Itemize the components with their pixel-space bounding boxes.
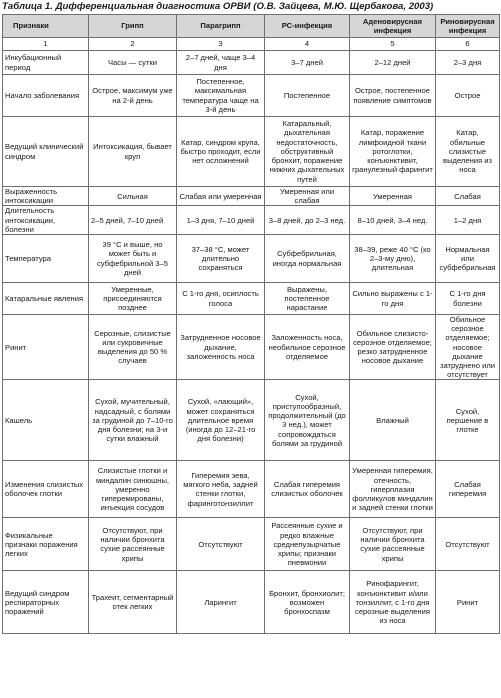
table-cell: Отсутствуют, при наличии бронхита сухие рассеянные хрипы xyxy=(89,518,177,571)
table-cell: Субфебрильная, иногда нормальная xyxy=(265,235,350,283)
table-cell: Острое xyxy=(436,75,500,117)
table-cell: Сухой, приступообразный, продолжительный (до 3 нед.), может сопровождаться болями за грудиной xyxy=(265,380,350,461)
table-cell: Ринит xyxy=(436,571,500,634)
row-label: Начало заболевания xyxy=(3,75,89,117)
table-cell: 3–8 дней, до 2–3 нед. xyxy=(265,206,350,235)
table-row xyxy=(3,75,500,117)
table-cell: Острое, максимум уже на 2-й день xyxy=(89,75,177,117)
table-cell: Сухой, мучительный, надсадный, с болями за грудиной до 7–10-го дня болезни; на 3-и сутки влажный xyxy=(89,380,177,461)
table-cell: Слабая xyxy=(436,187,500,206)
header-cell: Парагрипп xyxy=(177,15,265,38)
table-cell: Выражены, постепенное нарастание xyxy=(265,283,350,315)
table-cell: Сильная xyxy=(89,187,177,206)
table-cell: Умеренные, присоединяются позднее xyxy=(89,283,177,315)
table-row xyxy=(3,518,500,571)
table-cell: Серозные, слизистые или сукровичные выделения до 50 % случаев xyxy=(89,315,177,380)
table-cell: Отсутствуют, при наличии бронхита сухие рассеянные хрипы xyxy=(350,518,436,571)
table-cell: Обильное серозное отделяемое; носовое дыхание затруднено или отсутствует xyxy=(436,315,500,380)
row-label: Ринит xyxy=(3,315,89,380)
table-cell: Катар, поражение лимфоидной ткани ротоглотки, конъюнктивит, гранулезный фарингит xyxy=(350,117,436,187)
table-cell: Интоксикация, бывает круп xyxy=(89,117,177,187)
row-label: Физикальные признаки поражения легких xyxy=(3,518,89,571)
column-number: 6 xyxy=(436,38,500,51)
table-row xyxy=(3,206,500,235)
table-cell: 39 °С и выше, но может быть и субфебрильной 3–5 дней xyxy=(89,235,177,283)
table-cell: Отсутствуют xyxy=(436,518,500,571)
table-cell: 2–3 дня xyxy=(436,51,500,75)
row-label: Температура xyxy=(3,235,89,283)
row-label: Ведущий клинический синдром xyxy=(3,117,89,187)
column-number: 5 xyxy=(350,38,436,51)
table-row xyxy=(3,461,500,518)
table-cell: 3–7 дней xyxy=(265,51,350,75)
table-cell: Часы — сутки xyxy=(89,51,177,75)
table-cell: Ринофарингит, конъюнктивит и/или тонзиллит, с 1-го дня серозные выделения из носа xyxy=(350,571,436,634)
table-cell: Умеренная гиперемия, отечность, гиперплазия фолликулов миндалин и задней стенки глотки xyxy=(350,461,436,518)
table-row xyxy=(3,283,500,315)
row-label: Длительность интоксикации, болезни xyxy=(3,206,89,235)
table-cell: Затрудненное носовое дыхание, заложенность носа xyxy=(177,315,265,380)
table-cell: Отсутствуют xyxy=(177,518,265,571)
table-cell: Постепенное xyxy=(265,75,350,117)
table-cell: 8–10 дней, 3–4 нед. xyxy=(350,206,436,235)
table-cell: Умеренная или слабая xyxy=(265,187,350,206)
row-label: Изменения слизистых оболочек глотки xyxy=(3,461,89,518)
table-cell: 2–12 дней xyxy=(350,51,436,75)
table-cell: 1–3 дня, 7–10 дней xyxy=(177,206,265,235)
table-cell: Катар, обильные слизистые выделения из носа xyxy=(436,117,500,187)
table-cell: С 1-го дня, осиплость голоса xyxy=(177,283,265,315)
table-cell: Рассеянные сухие и редко влажные среднепузырчатые хрипы; признаки пневмонии xyxy=(265,518,350,571)
column-number: 1 xyxy=(3,38,89,51)
table-cell: 2–7 дней, чаще 3–4 дня xyxy=(177,51,265,75)
column-number-row xyxy=(3,38,500,51)
table-cell: Трахеит, сегментарный отек легких xyxy=(89,571,177,634)
table-cell: 1–2 дня xyxy=(436,206,500,235)
table-cell: 38–39, реже 40 °С (ко 2–3-му дню), длительная xyxy=(350,235,436,283)
table-cell: Заложенность носа, необильное серозное отделяемое xyxy=(265,315,350,380)
table-cell: Сильно выражены с 1-го дня xyxy=(350,283,436,315)
table-cell: Ларингит xyxy=(177,571,265,634)
table-cell: Слабая гиперемия слизистых оболочек xyxy=(265,461,350,518)
table-row xyxy=(3,380,500,461)
differential-diagnosis-table xyxy=(2,14,500,634)
table-cell: Гиперемия зева, мягкого неба, задней стенки глотки, фаринготонзиллит xyxy=(177,461,265,518)
column-number: 4 xyxy=(265,38,350,51)
row-label: Ведущий синдром респираторных поражений xyxy=(3,571,89,634)
header-row xyxy=(3,15,500,38)
table-cell: Сухой, «лающий», может сохраняться длительное время (иногда до 12–21-го дня болезни) xyxy=(177,380,265,461)
table-cell: Катаральный, дыхательная недостаточность, обструктивный бронхит, поражение нижних дыхательных путей xyxy=(265,117,350,187)
table-cell: 37–38 °С, может длительно сохраняться xyxy=(177,235,265,283)
column-number: 2 xyxy=(89,38,177,51)
table-cell: Умеренная xyxy=(350,187,436,206)
table-cell: Слизистые глотки и миндалин синюшны, умеренно гиперемированы, инъекция сосудов xyxy=(89,461,177,518)
table-cell: Нормальная или субфебрильная xyxy=(436,235,500,283)
header-cell: Риновирусная инфекция xyxy=(436,15,500,38)
table-cell: Катар, синдром крупа, быстро проходит, если нет осложнений xyxy=(177,117,265,187)
table-cell: С 1-го дня болезни xyxy=(436,283,500,315)
header-cell: Грипп xyxy=(89,15,177,38)
table-row xyxy=(3,187,500,206)
table-cell: Обильное слизисто-серозное отделяемое; резко затрудненное носовое дыхание xyxy=(350,315,436,380)
table-row xyxy=(3,117,500,187)
table-cell: Влажный xyxy=(350,380,436,461)
table-row xyxy=(3,235,500,283)
table-cell: Постепенное, максимальная температура чаще на 3-й день xyxy=(177,75,265,117)
table-row xyxy=(3,571,500,634)
table-cell: Слабая или умеренная xyxy=(177,187,265,206)
table-cell: Слабая гиперемия xyxy=(436,461,500,518)
header-cell: Аденовирусная инфекция xyxy=(350,15,436,38)
header-cell: РС-инфекция xyxy=(265,15,350,38)
table-cell: Острое, постепенное появление симптомов xyxy=(350,75,436,117)
header-cell: Признаки xyxy=(3,15,89,38)
table-cell: 2–5 дней, 7–10 дней xyxy=(89,206,177,235)
row-label: Инкубационный период xyxy=(3,51,89,75)
table-row xyxy=(3,315,500,380)
row-label: Катаральные явления xyxy=(3,283,89,315)
table-cell: Сухой, першение в глотке xyxy=(436,380,500,461)
table-row xyxy=(3,51,500,75)
table-caption: Таблица 1. Дифференциальная диагностика ОРВИ (О.В. Зайцева, М.Ю. Щербакова, 2003) xyxy=(2,1,434,12)
column-number: 3 xyxy=(177,38,265,51)
row-label: Выраженность интоксикации xyxy=(3,187,89,206)
row-label: Кашель xyxy=(3,380,89,461)
table-cell: Бронхит, бронхиолит; возможен бронхоспазм xyxy=(265,571,350,634)
